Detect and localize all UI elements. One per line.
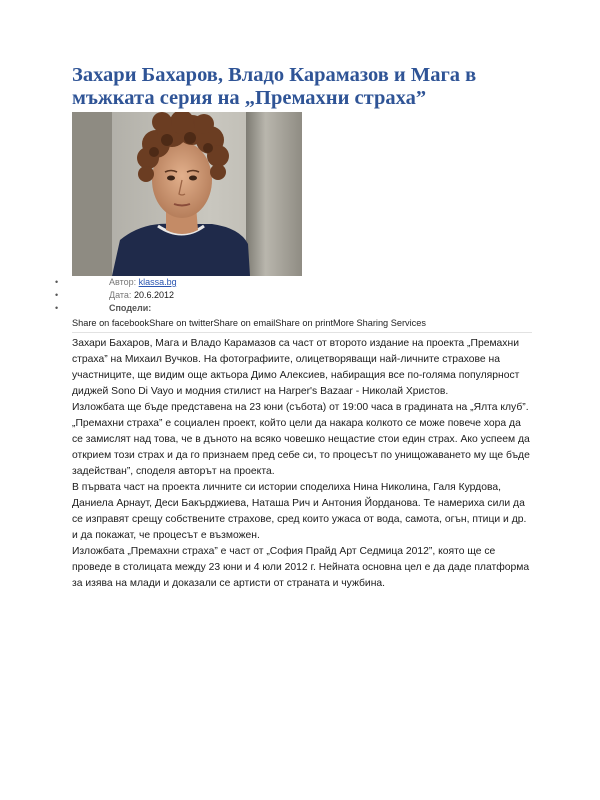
article-title: Захари Бахаров, Владо Карамазов и Мага в мъжката серия на „Премахни страха” [72,64,477,109]
paragraph: Изложбата „Премахни страха” е част от „София Прайд Арт Седмица 2012”, която ще се проведе в столицата между 23 юни и 4 юли 2012 г. Нейната основна цел е да даде платформа за изява на млади и доказали се артисти от страната и чужбина. [72,546,530,589]
share-email-link[interactable]: Share on email [213,318,276,328]
paragraph: Изложбата ще бъде представена на 23 юни (събота) от 19:00 часа в градината на „Ялта клуб”. [72,402,529,413]
paragraph: Захари Бахаров, Мага и Владо Карамазов са част от второто издание на проекта „Премахни страха” на Михаил Вучков. На фотографиите, олицетворяващи най-личните страхове на участниците, ще видим още актьора Димо Алексиев, набиращия все по-голяма популярност диджей Sono Di Vayo и модния стилист на Harper's Bazaar - Николай Христов. [72,338,520,397]
meta-date [55,289,532,302]
share-print-link[interactable]: Share on print [275,318,334,328]
date-value: 20.6.2012 [133,290,174,300]
article [55,64,532,592]
bullet: • [55,290,59,300]
share-twitter-link[interactable]: Share on twitter [149,318,214,328]
author-label: Автор: [109,277,137,287]
article-body [72,336,532,592]
bullet: • [55,303,59,313]
article-photo [72,112,302,276]
date-label: Дата: [109,290,132,300]
meta-author [55,276,532,289]
bullet: • [55,277,59,287]
meta-share [55,302,532,315]
share-links [72,317,532,333]
paragraph: „Премахни страха” е социален проект, който цели да накара колкото се може повече хора да се замислят над това, че в дъното на всяко човешко нещастие стои един страх. Ако успеем да открием този страх и да го признаем пред себе си, то процесът по унищожаването му ще бъде задействан”, споделя авторът на проекта. [72,418,530,477]
article-meta [55,276,532,315]
author-link[interactable]: klassa.bg [138,277,177,287]
paragraph: В първата част на проекта личните си истории споделиха Нина Николина, Галя Курдова, Даниела Арнаут, Деси Бакърджиева, Наташа Рич и Антония Йорданова. Те намериха сили да се изправят срещу собствените страхове, сред които ужаса от вода, самота, огън, птици и др. и да покажат, че процесът е възможен. [72,482,527,541]
more-sharing-services-link[interactable]: More Sharing Services [333,318,426,328]
share-label: Сподели: [109,303,152,313]
share-facebook-link[interactable]: Share on facebook [72,318,150,328]
